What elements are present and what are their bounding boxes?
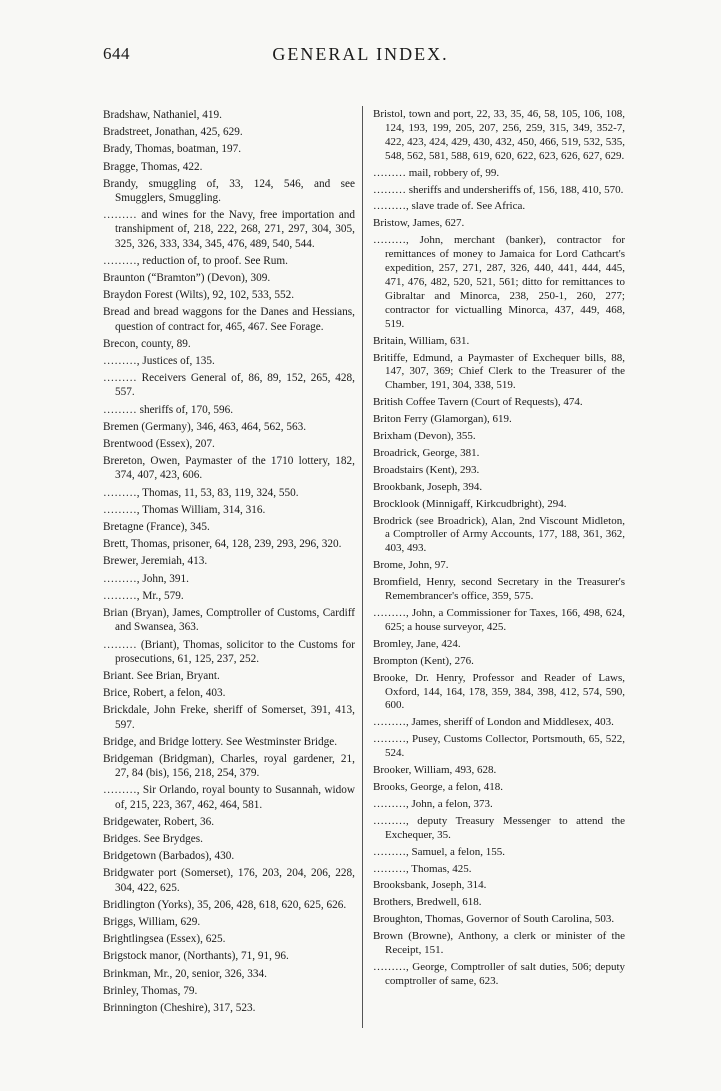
index-entry: Brooks, George, a felon, 418.	[373, 780, 503, 793]
index-entry: Brothers, Bredwell, 618.	[373, 896, 482, 909]
index-entry: ……… and wines for the Navy, free importation and transhipment of, 218, 222, 268, 271, 297, 304, 305, 325, 326, 333, 334, 345, 476, 489, 540, 544.	[103, 209, 355, 250]
index-entry: Brixham (Devon), 355.	[373, 430, 476, 443]
index-entry: Bradshaw, Nathaniel, 419.	[103, 109, 222, 121]
index-entry: Broughton, Thomas, Governor of South Carolina, 503.	[373, 913, 615, 926]
index-entry: Brown (Browne), Anthony, a clerk or minister of the Receipt, 151.	[373, 930, 625, 957]
running-title: GENERAL INDEX.	[272, 44, 449, 64]
index-entry: Brett, Thomas, prisoner, 64, 128, 239, 293, 296, 320.	[103, 538, 342, 551]
index-entry: Britain, William, 631.	[373, 334, 470, 347]
index-entry: Bristow, James, 627.	[373, 217, 465, 230]
index-entry: ………, Pusey, Customs Collector, Portsmouth, 65, 522, 524.	[373, 733, 625, 760]
index-entry: Brewer, Jeremiah, 413.	[103, 555, 208, 568]
index-entry: Brecon, county, 89.	[103, 337, 191, 350]
index-entry: Brinnington (Cheshire), 317, 523.	[103, 1001, 256, 1014]
index-entry: Briton Ferry (Glamorgan), 619.	[373, 413, 512, 426]
index-entry: ………, Sir Orlando, royal bounty to Susannah, widow of, 215, 223, 367, 462, 464, 581.	[103, 784, 355, 811]
index-entry: ………, James, sheriff of London and Middlesex, 403.	[373, 716, 614, 729]
index-entry: Brooker, William, 493, 628.	[373, 764, 497, 777]
index-entry: ………, Thomas, 11, 53, 83, 119, 324, 550.	[103, 486, 299, 499]
index-entry: Bridge, and Bridge lottery. See Westminster Bridge.	[103, 735, 338, 748]
index-entry: Brompton (Kent), 276.	[373, 654, 474, 667]
index-entry: ………, John, 391.	[103, 572, 189, 585]
index-entry: Brice, Robert, a felon, 403.	[103, 687, 226, 700]
index-entry: Broadstairs (Kent), 293.	[373, 463, 480, 476]
index-entry: ………, John, a felon, 373.	[373, 797, 493, 810]
index-entry: Bridgetown (Barbados), 430.	[103, 850, 235, 863]
right-column	[373, 108, 625, 992]
index-entry: Bread and bread waggons for the Danes and Hessians, question of contract for, 465, 467. See Forage.	[103, 306, 355, 333]
index-entry: Brickdale, John Freke, sheriff of Somerset, 391, 413, 597.	[103, 704, 355, 731]
left-column	[103, 108, 355, 1018]
index-entry: ………, Mr., 579.	[103, 589, 184, 602]
index-entry: ………, George, Comptroller of salt duties, 506; deputy comptroller of same, 623.	[373, 960, 625, 987]
index-entry: Briggs, William, 629.	[103, 915, 201, 928]
index-entry: ……… sheriffs and undersheriffs of, 156, 188, 410, 570.	[373, 183, 624, 196]
index-entry: ……… mail, robbery of, 99.	[373, 166, 500, 179]
index-entry: Brooke, Dr. Henry, Professor and Reader of Laws, Oxford, 144, 164, 178, 359, 384, 398, 412, 574, 590, 600.	[373, 671, 625, 712]
index-entry: ………, Justices of, 135.	[103, 355, 215, 368]
index-entry: ……… Receivers General of, 86, 89, 152, 265, 428, 557.	[103, 372, 355, 399]
index-entry: Bridges. See Brydges.	[103, 832, 203, 845]
index-entry: ……… (Briant), Thomas, solicitor to the Customs for prosecutions, 61, 125, 237, 252.	[103, 638, 355, 665]
index-entry: Brookbank, Joseph, 394.	[373, 480, 483, 493]
index-entry: Bromfield, Henry, second Secretary in the Treasurer's Remembrancer's office, 359, 575.	[373, 576, 625, 603]
index-entry: Brome, John, 97.	[373, 559, 449, 572]
index-entry: ………, slave trade of. See Africa.	[373, 200, 526, 213]
index-entry: Bradstreet, Jonathan, 425, 629.	[103, 126, 243, 139]
index-entry: Brigstock manor, (Northants), 71, 91, 96.	[103, 950, 289, 963]
index-entry: Brightlingsea (Essex), 625.	[103, 933, 226, 946]
index-entry: Braydon Forest (Wilts), 92, 102, 533, 552.	[103, 289, 295, 302]
index-entry: Bremen (Germany), 346, 463, 464, 562, 563.	[103, 420, 307, 433]
index-entry: Bragge, Thomas, 422.	[103, 160, 203, 173]
index-entry: Bridgewater, Robert, 36.	[103, 815, 215, 828]
index-entry: Briant. See Brian, Bryant.	[103, 669, 220, 682]
index-entry: Brandy, smuggling of, 33, 124, 546, and see Smugglers, Smuggling.	[103, 177, 355, 205]
index-entry: Brooksbank, Joseph, 314.	[373, 879, 487, 892]
index-entry: Britiffe, Edmund, a Paymaster of Exchequer bills, 88, 147, 307, 369; Chief Clerk to the Treasurer of the Chamber, 191, 304, 338, 519.	[373, 351, 625, 392]
index-entry: Bristol, town and port, 22, 33, 35, 46, 58, 105, 106, 108, 124, 193, 199, 205, 207, 256, 259, 315, 349, 352-7, 422, 423, 424, 429, 430, 432, 450, 466, 519, 532, 535, 548, 562, 581, 588, 619, 620, 622, 623, 626, 627, 629.	[373, 108, 625, 162]
index-entry: Brodrick (see Broadrick), Alan, 2nd Viscount Midleton, a Comptroller of Army Accounts, 177, 188, 361, 362, 403, 493.	[373, 514, 625, 555]
index-entry: Brereton, Owen, Paymaster of the 1710 lottery, 182, 374, 407, 423, 606.	[103, 455, 355, 482]
index-entry: Brinley, Thomas, 79.	[103, 984, 198, 997]
index-entry: ………, John, merchant (banker), contractor for remittances of money to Jamaica for Lord Cathcart's expedition, 257, 271, 287, 326, 440, 441, 444, 445, 471, 476, 482, 520, 521, 561; ditto for remittances to Gibraltar and Minorca, 238, 250-1, 260, 277; contractor for victualling Minorca, 437, 449, 468, 519.	[373, 234, 625, 330]
index-entry: Bromley, Jane, 424.	[373, 637, 461, 650]
index-entry: British Coffee Tavern (Court of Requests), 474.	[373, 396, 583, 409]
index-entry: Bridlington (Yorks), 35, 206, 428, 618, 620, 625, 626.	[103, 898, 347, 911]
index-entry: ………, reduction of, to proof. See Rum.	[103, 254, 288, 267]
index-entry: ………, Thomas, 425.	[373, 862, 472, 875]
index-entry: Braunton (“Bramton”) (Devon), 309.	[103, 272, 271, 285]
index-entry: Bretagne (France), 345.	[103, 521, 210, 534]
index-entry: Bridgwater port (Somerset), 176, 203, 204, 206, 228, 304, 422, 625.	[103, 867, 355, 894]
index-entry: ………, John, a Commissioner for Taxes, 166, 498, 624, 625; a house surveyor, 425.	[373, 607, 625, 633]
index-entry: Brinkman, Mr., 20, senior, 326, 334.	[103, 967, 267, 980]
index-entry: ………, Thomas William, 314, 316.	[103, 503, 266, 516]
index-entry: ………, deputy Treasury Messenger to attend the Exchequer, 35.	[373, 814, 625, 841]
index-entry: Broadrick, George, 381.	[373, 446, 480, 459]
page-number: 644	[103, 44, 130, 63]
page-header	[0, 44, 721, 74]
index-entry: Brian (Bryan), James, Comptroller of Customs, Cardiff and Swansea, 363.	[103, 607, 355, 634]
index-entry: Brady, Thomas, boatman, 197.	[103, 143, 242, 156]
index-entry: Brocklook (Minnigaff, Kirkcudbright), 294.	[373, 497, 567, 510]
index-entry: ……… sheriffs of, 170, 596.	[103, 403, 234, 416]
index-entry: Bridgeman (Bridgman), Charles, royal gardener, 21, 27, 84 (bis), 156, 218, 254, 379.	[103, 752, 355, 780]
index-entry: ………, Samuel, a felon, 155.	[373, 845, 505, 858]
column-divider	[362, 106, 363, 1028]
index-entry: Brentwood (Essex), 207.	[103, 438, 215, 451]
